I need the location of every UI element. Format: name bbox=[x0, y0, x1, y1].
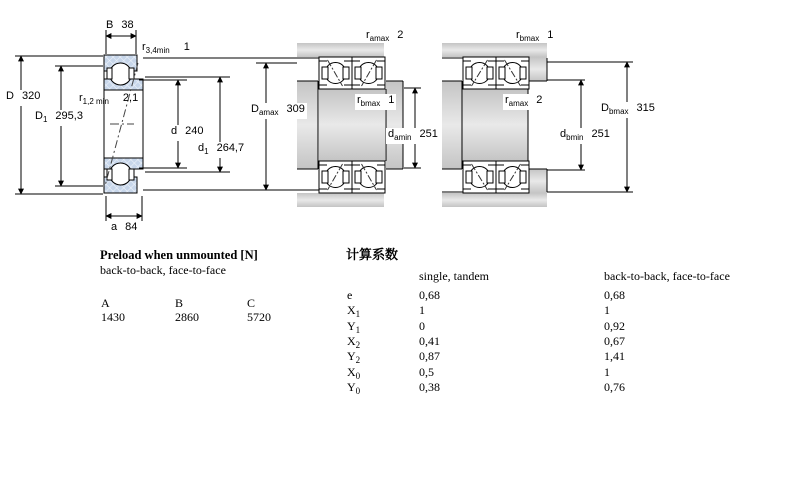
preload-subtitle: back-to-back, face-to-face bbox=[100, 263, 226, 277]
factor-row-label: $X_0$ bbox=[347, 365, 361, 381]
factor-row-btb: 0,67 bbox=[604, 334, 625, 348]
dim-label-d1: $d_1$ 264,7 bbox=[198, 142, 245, 156]
factors-col1-header: single, tandem bbox=[419, 269, 489, 283]
dim-label-rbmax-middle: $r_{bmax}$ 1 bbox=[357, 94, 395, 108]
factor-row-btb: 1 bbox=[604, 365, 610, 379]
preload-value-C: 5720 bbox=[247, 310, 271, 324]
dim-label-ramax-right: $r_{amax}$ 2 bbox=[505, 94, 543, 108]
middle-arrangement bbox=[297, 43, 403, 207]
factor-row-btb: 1 bbox=[604, 303, 610, 317]
factor-row-label: $X_1$ bbox=[347, 303, 361, 319]
factor-row-label: $X_2$ bbox=[347, 334, 361, 350]
dim-label-r34min: $r_{3,4min}$ 1 bbox=[142, 41, 190, 55]
dim-label-B: B 38 bbox=[106, 19, 134, 31]
factor-row-single: 0,41 bbox=[419, 334, 440, 348]
factor-row-single: 1 bbox=[419, 303, 425, 317]
preload-col-A: A bbox=[101, 296, 110, 310]
right-arrangement bbox=[442, 43, 547, 207]
factor-row-single: 0,87 bbox=[419, 349, 440, 363]
factor-row-btb: 0,76 bbox=[604, 380, 625, 394]
left-bearing-section bbox=[104, 55, 143, 193]
factor-row-label: $Y_2$ bbox=[347, 349, 361, 365]
dim-label-D1: $D_1$ 295,3 bbox=[35, 110, 83, 124]
dim-label-D: D 320 bbox=[4, 90, 42, 106]
preload-value-B: 2860 bbox=[175, 310, 199, 324]
factor-row-btb: 0,92 bbox=[604, 319, 625, 333]
dim-label-rbmax-right: $r_{bmax}$ 1 bbox=[516, 29, 554, 43]
factor-row-single: 0 bbox=[419, 319, 425, 333]
dim-label-dbmin: $d_{bmin}$ 251 bbox=[560, 128, 610, 142]
factor-row-label: $Y_1$ bbox=[347, 319, 361, 335]
dim-label-ramax-middle: $r_{amax}$ 2 bbox=[366, 29, 404, 43]
factor-row-single: 0,38 bbox=[419, 380, 440, 394]
dim-label-damin: $d_{amin}$ 251 bbox=[388, 128, 438, 142]
dim-label-Dbmax: $D_{bmax}$ 315 bbox=[601, 102, 655, 116]
factor-row-label: e bbox=[347, 288, 353, 302]
dim-label-r12min: $r_{1,2 min}$ 2,1 bbox=[79, 92, 139, 106]
factors-title: 计算系数 bbox=[346, 247, 399, 262]
dim-label-d: d 240 bbox=[169, 125, 205, 141]
factor-row-btb: 0,68 bbox=[604, 288, 625, 302]
factor-row-btb: 1,41 bbox=[604, 349, 625, 363]
preload-col-C: C bbox=[247, 296, 256, 310]
factors-col2-header: back-to-back, face-to-face bbox=[604, 269, 730, 283]
factor-row-single: 0,68 bbox=[419, 288, 440, 302]
factor-row-label: $Y_0$ bbox=[347, 380, 361, 396]
dim-label-Damax: $D_{amax}$ 309 bbox=[251, 103, 305, 117]
dim-label-a: a 84 bbox=[111, 221, 138, 233]
preload-value-A: 1430 bbox=[101, 310, 125, 324]
preload-title: Preload when unmounted [N] bbox=[100, 248, 258, 262]
preload-col-B: B bbox=[175, 296, 184, 310]
factor-row-single: 0,5 bbox=[419, 365, 434, 379]
